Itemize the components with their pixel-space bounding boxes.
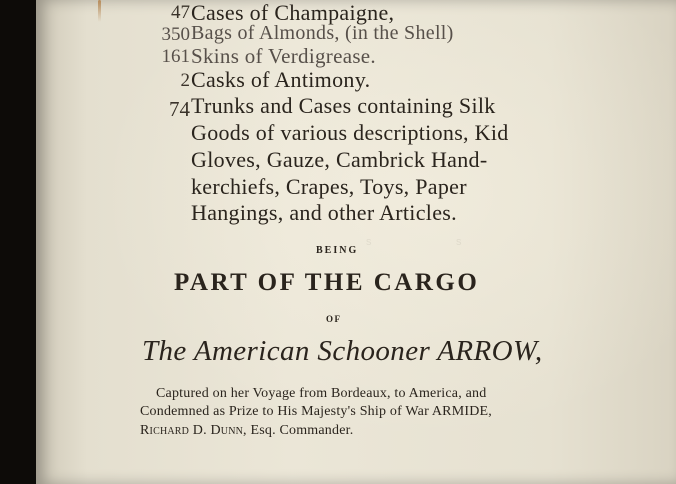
paper-sheet [36, 0, 676, 484]
ship-name: The American Schooner ARROW, [142, 335, 543, 367]
item-description-line: Hangings, and other Articles. [191, 200, 457, 225]
item-description-line: Trunks and Cases containing Silk [191, 93, 496, 118]
cargo-headline: PART OF THE CARGO [174, 269, 480, 296]
item-description: Bags of Almonds, (in the Shell) [191, 22, 454, 44]
condemned-line: Condemned as Prize to His Majesty's Ship of War ARMIDE, [140, 404, 492, 419]
item-quantity: 74 [169, 97, 190, 121]
commander-title: Esq. Commander. [250, 423, 354, 438]
of-label: OF [326, 314, 342, 324]
commander-line [140, 423, 353, 439]
item-description-line: Goods of various descriptions, Kid [191, 120, 509, 145]
item-description: Cases of Champaigne, [191, 0, 395, 25]
bleed-through-mark: s [456, 236, 462, 248]
captured-line: Captured on her Voyage from Bordeaux, to America, and [156, 386, 487, 401]
item-quantity: 350 [161, 24, 190, 45]
item-description: Skins of Verdigrease. [191, 44, 376, 68]
bleed-through-mark: s [366, 236, 372, 248]
item-description-line: kerchiefs, Crapes, Toys, Paper [191, 174, 467, 199]
item-quantity: 2 [180, 70, 190, 91]
commander-name: Richard D. Dunn, [140, 423, 247, 438]
item-description-line: Gloves, Gauze, Cambrick Hand- [191, 147, 488, 172]
paper-fold-mark [98, 0, 101, 22]
item-description: Casks of Antimony. [191, 67, 371, 92]
being-label: BEING [316, 245, 359, 256]
item-quantity: 161 [161, 46, 190, 67]
item-quantity: 47 [171, 2, 190, 23]
